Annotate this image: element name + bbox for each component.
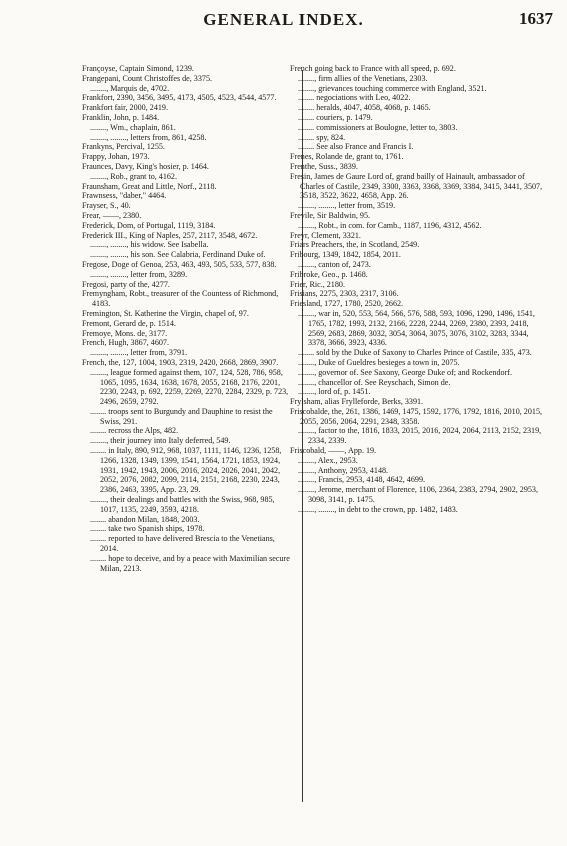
index-entry: ........ heralds, 4047, 4058, 4068, p. 1465. <box>298 103 431 113</box>
index-entry: Fresin, James de Gaure Lord of, grand bailly of Hainault, ambassador of Charles of Castile, 2349, 3300, 3363, 3368, 3369, 3384, 3415, 3441, 3507, 3518, 3522, 3622, 4658, App. 26. <box>290 171 543 201</box>
index-entry: Frappy, Johan, 1973. <box>82 152 150 162</box>
index-entry: Franklin, John, p. 1484. <box>82 112 160 122</box>
index-entry: Friscobald, ——, App. 19. <box>290 446 377 456</box>
index-entry: ........, ........, letter from, 3519. <box>298 201 396 211</box>
index-entry: ........, league formed against them, 107, 124, 528, 786, 958, 1065, 1095, 1634, 1638, 1678, 2055, 2168, 2176, 2201, 2230, 2243, p. 692, 2259, 2269, 2270, 2284, 2329, p. 723, 2496, 2659, 2792. <box>90 367 289 407</box>
index-entry: Fremoye, Mons. de, 3177. <box>82 328 168 338</box>
left-column <box>82 64 294 573</box>
index-entry: Friars Preachers, the, in Scotland, 2549. <box>290 240 420 250</box>
index-entry: ........, ........, his widow. See Isabella. <box>90 240 209 250</box>
index-entry: Frederick III., King of Naples, 257, 2117, 3548, 4672. <box>82 230 258 240</box>
index-entry: French, Hugh, 3867, 4607. <box>82 338 169 348</box>
index-entry: ........ sold by the Duke of Saxony to Charles Prince of Castile, 335, 473. <box>298 348 532 358</box>
index-entry: Frawnsess, "daber," 4464. <box>82 191 167 201</box>
index-entry: Fremyngham, Robt., treasurer of the Countess of Richmond, 4183. <box>82 289 279 309</box>
index-entry: ........, factor to the, 1816, 1833, 2015, 2016, 2024, 2064, 2113, 2152, 2319, 2334, 2339. <box>298 426 542 446</box>
index-entry: Frankfort, 2390, 3456, 3495, 4173, 4505, 4523, 4544, 4577. <box>82 93 277 103</box>
index-entry: ........, Francis, 2953, 4148, 4642, 4699. <box>298 475 426 485</box>
index-entry: Frenes, Rolande de, grant to, 1761. <box>290 152 404 162</box>
index-entry: Friscobalde, the, 261, 1386, 1469, 1475, 1592, 1776, 1792, 1816, 2010, 2015, 2055, 2056, 2064, 2291, 2348, 3358. <box>290 406 543 426</box>
index-entry: Frear, ——, 2380. <box>82 210 142 220</box>
index-entry: ........, firm allies of the Venetians, 2303. <box>298 73 428 83</box>
index-entry: ........, ........, his son. See Calabria, Ferdinand Duke of. <box>90 250 266 260</box>
index-entry: Frylsham, alias Frylleforde, Berks, 3391. <box>290 397 424 407</box>
index-entry: Fraunsham, Great and Little, Norf., 2118. <box>82 181 217 191</box>
running-title: GENERAL INDEX. <box>203 10 364 29</box>
index-entry: ........, ........, letters from, 861, 4258. <box>90 132 207 142</box>
index-entry: ........ in Italy, 890, 912, 968, 1037, 1111, 1146, 1236, 1258, 1266, 1328, 1349, 1399, 1541, 1564, 1721, 1853, 1924, 1931, 1942, 1943, 2006, 2016, 2024, 2026, 2041, 2042, 2052, 2076, 2082, 2099, 2114, 2151, 2168, 2230, 2243, 2386, 2463, 3395, App. 23, 29. <box>90 446 282 495</box>
page-number: 1637 <box>519 9 553 28</box>
index-entry: ........, their dealings and battles with the Swiss, 968, 985, 1017, 1135, 2249, 3593, 4218. <box>90 495 275 514</box>
index-entry: ........, their journey into Italy deferred, 549. <box>90 436 231 446</box>
index-entry: Fribourg, 1349, 1842, 1854, 2011. <box>290 250 401 260</box>
index-entry: Frier, Ric., 2180. <box>290 279 345 289</box>
index-entry: Frangepani, Count Christoffes de, 3375. <box>82 73 213 83</box>
index-entry: ........, Anthony, 2953, 4148. <box>298 465 389 475</box>
index-entry: ........ negociations with Leo, 4022. <box>298 93 411 103</box>
page-header <box>0 4 567 44</box>
index-entry: ........ abandon Milan, 1848, 2003. <box>90 514 200 524</box>
index-entry: ........, chancellor of. See Reyschach, Simon de. <box>298 377 451 387</box>
index-entry: ........, Jerome, merchant of Florence, 1106, 2364, 2383, 2794, 2902, 2953, 3098, 3141, p. 1475. <box>298 485 538 505</box>
index-entry: ........ reported to have delivered Brescia to the Venetians, 2014. <box>90 534 275 554</box>
index-entry: Fregosi, party of the, 4277. <box>82 279 170 289</box>
index-entry: ........ couriers, p. 1479. <box>298 112 373 122</box>
index-entry: Frankyns, Percival, 1255. <box>82 142 165 152</box>
index-entry: ........, Duke of Gueldres besieges a town in, 2075. <box>298 357 460 367</box>
index-entry: French, the, 127, 1004, 1903, 2319, 2420, 2668, 2869, 3907. <box>82 357 279 367</box>
index-entry: ........, Alex., 2953. <box>298 455 358 465</box>
index-entry: Fremont, Gerard de, p. 1514. <box>82 318 176 328</box>
index-entry: ........, ........, letter from, 3289. <box>90 269 188 279</box>
index-entry: ........, lord of, p. 1451. <box>298 387 371 397</box>
index-entry: ........ hope to deceive, and by a peace with Maximilian secure Milan, 2213. <box>90 553 290 573</box>
index-entry: ........ troops sent to Burgundy and Dauphine to resist the Swiss, 291. <box>90 406 273 426</box>
index-entry: ........, Robt., in com. for Camb., 1187, 1196, 4312, 4562. <box>298 220 482 230</box>
index-entry: Friesland, 1727, 1780, 2520, 2662. <box>290 299 404 309</box>
index-entry: Frederick, Dom, of Portugal, 1119, 3184. <box>82 220 216 230</box>
index-entry: ........ commissioners at Boulogne, letter to, 3803. <box>298 122 458 132</box>
index-entry: ........, canton of, 2473. <box>298 259 371 269</box>
index-entry: Fribroke, Geo., p. 1468. <box>290 269 368 279</box>
index-entry: Fraunces, Davy, King's hosier, p. 1464. <box>82 161 209 171</box>
index-entry: Frevile, Sir Baldwin, 95. <box>290 210 371 220</box>
index-entry: Frenthe, Suss., 3839. <box>290 161 358 171</box>
index-entry: ........, Wm., chaplain, 861. <box>90 122 176 132</box>
index-entry: Fregose, Doge of Genoa, 253, 463, 493, 505, 533, 577, 838. <box>82 259 277 269</box>
index-entry: Françoyse, Captain Simond, 1239. <box>82 64 194 73</box>
index-entry: ........ recross the Alps, 482. <box>90 426 179 436</box>
index-entry: French going back to France with all speed, p. 692. <box>290 64 456 73</box>
index-entry: ........, war in, 520, 553, 564, 566, 576, 588, 593, 1096, 1290, 1496, 1541, 1765, 1782, 1993, 2132, 2166, 2228, 2244, 2269, 2380, 2393, 2418, 2569, 2683, 2869, 3032, 3054, 3064, 3075, 3076, 3102, 3283, 3344, 3378, 3666, 3923, 4336. <box>298 308 535 348</box>
index-entry: ........ spy, 824. <box>298 132 346 142</box>
index-entry: Frankfort fair, 2000, 2419. <box>82 103 168 113</box>
index-entry: ........, governor of. See Saxony, George Duke of; and Rockendorf. <box>298 367 512 377</box>
index-entry: Fremington, St. Katherine the Virgin, chapel of, 97. <box>82 308 249 318</box>
index-entry: ........, grievances touching commerce with England, 3521. <box>298 83 487 93</box>
index-entry: Frisians, 2275, 2303, 2317, 3106. <box>290 289 399 299</box>
index-entry: ........ take two Spanish ships, 1978. <box>90 524 205 534</box>
index-entry: ........, Marquis de, 4702. <box>90 83 170 93</box>
index-entry: Frayser, S., 40. <box>82 201 131 211</box>
index-entry: ........ See also France and Francis I. <box>298 142 414 152</box>
index-entry: ........, Rob., grant to, 4162. <box>90 171 178 181</box>
right-column <box>290 64 548 515</box>
index-entry: Freyr, Clement, 3321. <box>290 230 361 240</box>
index-entry: ........, ........, in debt to the crown, pp. 1482, 1483. <box>298 504 458 514</box>
index-entry: ........, ........, letter from, 3791. <box>90 348 188 358</box>
